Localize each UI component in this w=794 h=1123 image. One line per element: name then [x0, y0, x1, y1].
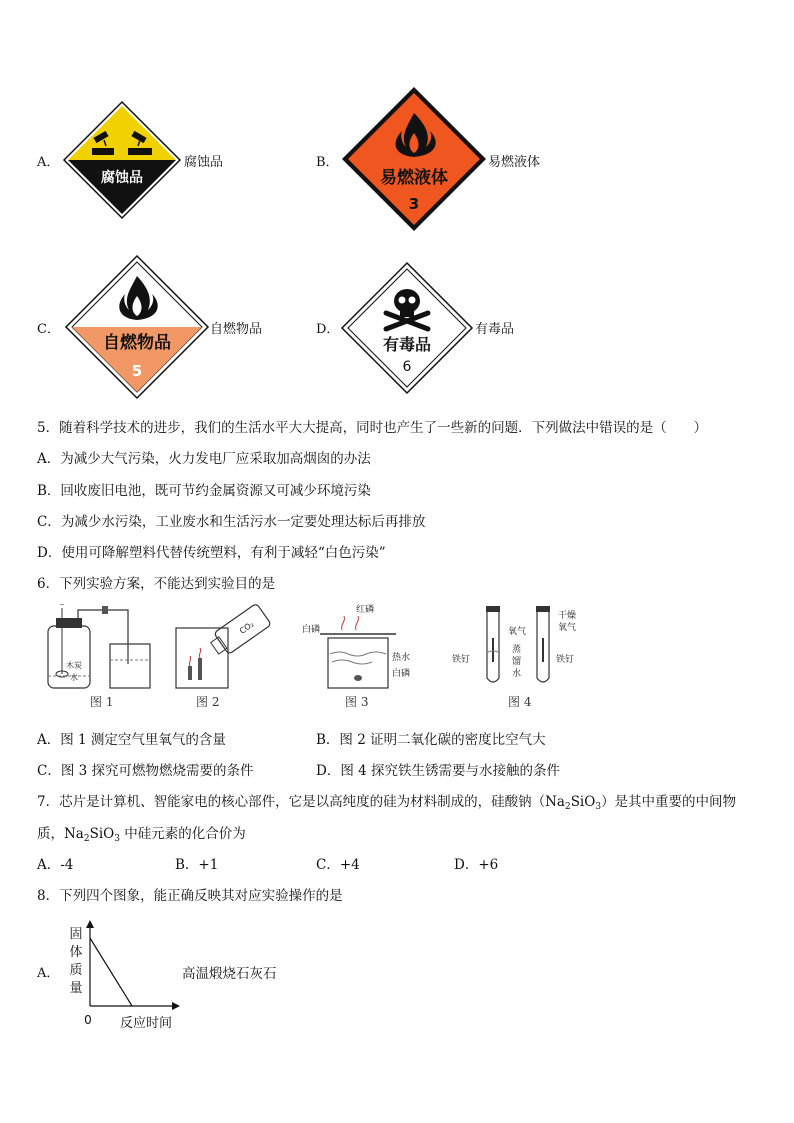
figure-4-label-oxygen-right: 氧气: [558, 623, 577, 633]
q8-graph-origin: 0: [84, 1013, 92, 1027]
q8-graph-ylabel-1: 固: [69, 927, 83, 942]
corrosive-sign-text: 腐蚀品: [101, 170, 143, 186]
figure-2-label-co2: CO₂: [237, 619, 256, 636]
figure-4-label-distilled-3: 水: [512, 669, 522, 679]
q8-graph-ylabel-4: 量: [69, 981, 83, 996]
toxic-sign-number: 6: [402, 359, 412, 375]
figure-3-label-hot-water: 热水: [392, 653, 411, 663]
figure-3-diagram: [300, 602, 432, 692]
figure-3-label-red-phosphorus: 红磷: [356, 605, 375, 615]
figure-2-diagram: [172, 600, 278, 692]
figure-2-caption: 图 2: [196, 695, 220, 709]
figure-1-label-water: 水: [70, 673, 78, 682]
q8-graph: [62, 920, 186, 1032]
q5-option-a: A．为减少大气污染，火力发电厂应采取加高烟囱的办法: [37, 451, 371, 467]
flammable-liquid-sign-number: 3: [408, 195, 420, 213]
option-d-letter: D．: [316, 322, 340, 337]
q5-option-c: C．为减少水污染，工业废水和生活污水一定要处理达标后再排放: [37, 514, 426, 530]
flammable-liquid-sign-icon: [340, 85, 488, 233]
spontaneous-combustion-sign-icon: [64, 254, 210, 400]
option-c-letter: C．: [37, 322, 60, 337]
toxic-sign-icon: [340, 261, 474, 395]
option-b-label: 易燃液体: [488, 155, 541, 170]
figure-1-diagram: [40, 604, 160, 692]
figure-1-caption: 图 1: [90, 695, 114, 709]
q5-option-d: D．使用可降解塑料代替传统塑料，有利于减轻“白色污染”: [37, 545, 386, 561]
option-a-label: 腐蚀品: [184, 155, 224, 170]
figure-4-label-oxygen-left: 氧气: [508, 627, 527, 637]
option-a-letter: A．: [37, 155, 60, 170]
toxic-sign-text: 有毒品: [382, 335, 432, 354]
spontaneous-combustion-sign-number: 5: [131, 362, 143, 380]
q5-stem: 5．随着科学技术的进步，我们的生活水平大大提高，同时也产生了一些新的问题．下列做法中错误的是（ ）: [37, 420, 708, 436]
corrosive-sign-icon: [62, 100, 182, 220]
q7-option-b: B．+1: [175, 857, 219, 873]
option-d-label: 有毒品: [475, 322, 515, 337]
q7-stem-line-1: 7．芯片是计算机、智能家电的核心部件，它是以高纯度的硅为材料制成的，硅酸钠$(Na_2SiO_3)$是其中重要的中间物: [37, 794, 737, 812]
figure-3-caption: 图 3: [345, 695, 369, 709]
figure-4-caption: 图 4: [508, 695, 532, 709]
q6-stem: 6．下列实验方案，不能达到实验目的是: [37, 576, 276, 592]
q5-option-b: B．回收废旧电池，既可节约金属资源又可减少环境污染: [37, 483, 371, 499]
q8-graph-ylabel-3: 质: [69, 963, 83, 978]
option-c-label: 自燃物品: [210, 322, 263, 337]
q7-stem-line-2: 质，$Na_2SiO_3$ 中硅元素的化合价为: [37, 826, 246, 844]
figure-4-label-distilled-2: 馏: [512, 657, 522, 667]
q7-option-d: D．+6: [454, 857, 499, 873]
figure-3-label-white-phosphorus-bottom: 白磷: [392, 669, 411, 679]
q7-option-c: C．+4: [316, 857, 360, 873]
figure-4-label-nail-left: 铁钉: [452, 655, 471, 665]
figure-4-label-distilled-1: 蒸: [512, 645, 522, 655]
figure-4-label-dry: 干燥: [558, 611, 577, 621]
figure-4-label-nail-right: 铁钉: [556, 655, 575, 665]
q8-stem: 8．下列四个图象，能正确反映其对应实验操作的是: [37, 888, 343, 904]
option-b-letter: B．: [316, 155, 339, 170]
q6-option-d: D．图 4 探究铁生锈需要与水接触的条件: [316, 763, 560, 779]
q6-option-b: B．图 2 证明二氧化碳的密度比空气大: [316, 732, 546, 748]
q7-option-a: A．-4: [37, 857, 74, 873]
q8-graph-ylabel-2: 体: [69, 945, 83, 960]
figure-4-diagram: [450, 604, 590, 690]
q8-option-a-letter: A．: [37, 966, 60, 981]
figure-1-label-charcoal: 木炭: [66, 661, 82, 670]
q8-graph-xlabel: 反应时间: [119, 1016, 173, 1031]
q6-option-a: A．图 1 测定空气里氧气的含量: [37, 732, 226, 748]
q6-option-c: C．图 3 探究可燃物燃烧需要的条件: [37, 763, 254, 779]
q8-option-a-caption: 高温煅烧石灰石: [182, 966, 277, 982]
flammable-liquid-sign-text: 易燃液体: [380, 168, 448, 188]
spontaneous-combustion-sign-text: 自燃物品: [103, 333, 171, 353]
figure-3-label-white-phosphorus-top: 白磷: [302, 625, 321, 635]
